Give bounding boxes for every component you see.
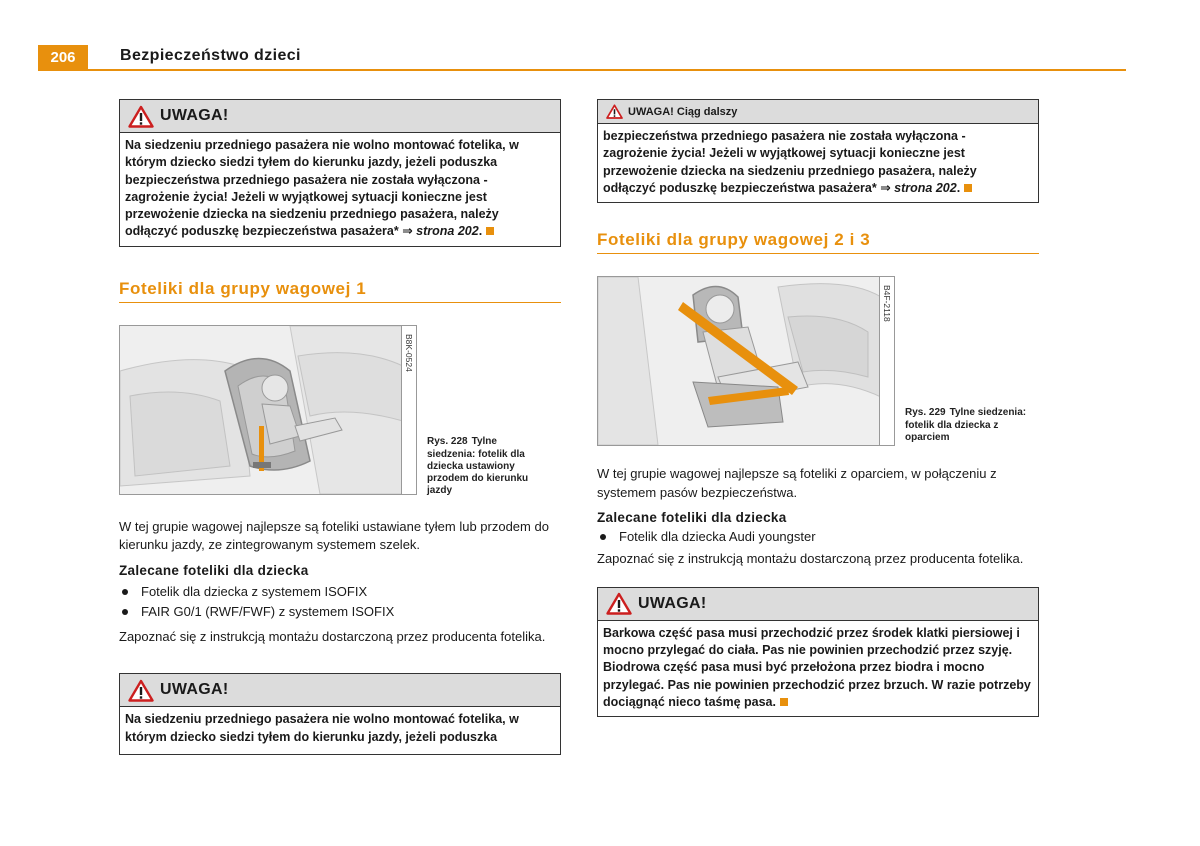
warning-title: UWAGA! [160, 681, 229, 699]
right-column [597, 99, 1039, 717]
list-item: FAIR G0/1 (RWF/FWF) z systemem ISOFIX [119, 602, 561, 622]
page-reference-link[interactable]: strona 202 [416, 224, 479, 239]
warning-title: UWAGA! [638, 594, 707, 612]
subheading: Zalecane foteliki dla dziecka [119, 562, 309, 578]
figure-228 [119, 325, 561, 495]
figure-caption [427, 436, 545, 497]
warning-box-continued [597, 99, 1039, 203]
left-column [119, 99, 561, 755]
warning-text-body: bezpieczeństwa przedniego pasażera nie została wyłączona - zagrożenie życia! Jeżeli w wyjątkowej sytuacji konieczne jest przewożenie dziecka na siedzeniu przedniego pasażera, należy odłączyć poduszkę bezpieczeństwa pasażera* ⇒ [603, 129, 977, 195]
warning-text [598, 621, 1038, 716]
booster-seat-illustration [597, 276, 895, 446]
bullet-list [597, 527, 1039, 547]
caption-text: Tylne siedzenia: fotelik dla dziecka z oparciem [905, 407, 1027, 443]
figure-caption [905, 407, 1027, 444]
warning-text-body: Na siedzeniu przedniego pasażera nie wolno montować fotelika, w którym dziecko siedzi tyłem do kierunku jazdy, jeżeli poduszka bezpieczeństwa przedniego pasażera nie została wyłączona - zagrożenie życia! Jeżeli w wyjątkowej sytuacji konieczne jest przewożenie dziecka na siedzeniu przedniego pasażera, należy odłączyć poduszkę bezpieczeństwa pasażera* ⇒ [125, 138, 519, 239]
figure-number: Rys. 229 [905, 407, 946, 419]
warning-box-bottom [119, 673, 561, 755]
instructions-paragraph: Zapoznać się z instrukcją montażu dostarczoną przez producenta fotelika. [597, 551, 1024, 567]
rear-seat-booster-image [598, 277, 881, 445]
caption-text: Tylne siedzenia: fotelik dla dziecka ustawiony przodem do kierunku jazdy [427, 436, 529, 497]
bullet-list [119, 582, 561, 622]
warning-text-body: Barkowa część pasa musi przechodzić przez środek klatki piersiowej i mocno przylegać do ciała. Pas nie powinien przechodzić przez szyję. Biodrowa część pasa musi być przełożona przez biodra i mocno przylegać. Pas nie powinien przechodzić przez brzuch. W razie potrzeby dociągnąć nieco taśmę pasa. [603, 625, 1031, 709]
end-marker-icon [964, 184, 972, 192]
warning-triangle-icon [606, 592, 632, 615]
warning-text: Na siedzeniu przedniego pasażera nie wolno montować fotelika, w którym dziecko siedzi tyłem do kierunku jazdy, jeżeli poduszka bezpieczeństwa przedniego pasażera nie została wyłączona - zagrożenie życia! Jeżeli w wyjątkowej sytuacji konieczne jest przewożenie dziecka na siedzeniu przedniego pasażera, należy odłączyć poduszkę bezpieczeństwa pasażera* ⇒ strona 202. [125, 138, 519, 239]
list-item: Fotelik dla dziecka z systemem ISOFIX [119, 582, 561, 602]
intro-paragraph: W tej grupie wagowej najlepsze są foteliki ustawiane tyłem lub przodem do kierunku jazdy, ze zintegrowanym systemem szelek. [119, 518, 549, 553]
warning-text: bezpieczeństwa przedniego pasażera nie została wyłączona - zagrożenie życia! Jeżeli w wyjątkowej sytuacji konieczne jest przewożenie dziecka na siedzeniu przedniego pasażera, należy odłączyć poduszkę bezpieczeństwa pasażera* ⇒ strona 202. [603, 129, 977, 195]
warning-triangle-icon [606, 104, 623, 119]
intro-paragraph: W tej grupie wagowej najlepsze są foteliki z oparciem, w połączeniu z systemem pasów bezpieczeństwa. [597, 466, 997, 500]
page-number: 206 [38, 45, 88, 69]
warning-title: UWAGA! Ciąg dalszy [628, 105, 738, 118]
section-heading: Foteliki dla grupy wagowej 2 i 3 [597, 230, 1039, 254]
list-item: Fotelik dla dziecka Audi youngster [597, 527, 1039, 547]
warning-triangle-icon [128, 105, 154, 128]
section-title: Bezpieczeństwo dzieci [120, 47, 301, 64]
figure-code: B8K-0524 [401, 326, 416, 494]
section-heading: Foteliki dla grupy wagowej 1 [119, 279, 561, 303]
warning-header [120, 100, 560, 133]
warning-box [119, 99, 561, 247]
warning-header [598, 588, 1038, 621]
page-header [38, 45, 1126, 71]
page-reference-link[interactable]: strona 202 [894, 180, 957, 195]
warning-box-bottom [597, 587, 1039, 717]
warning-text: Na siedzeniu przedniego pasażera nie wolno montować fotelika, w którym dziecko siedzi tyłem do kierunku jazdy, jeżeli poduszka [125, 712, 519, 744]
warning-header [598, 100, 1038, 124]
rear-seat-isofix-seat-image [120, 326, 403, 494]
figure-229 [597, 276, 1039, 446]
figure-code: B4F-2118 [879, 277, 894, 445]
warning-header [120, 674, 560, 707]
warning-title: UWAGA! [160, 107, 229, 124]
end-marker-icon [486, 227, 494, 235]
end-marker-icon [780, 698, 788, 706]
child-seat-forward-illustration [119, 325, 417, 495]
warning-triangle-icon [128, 679, 154, 702]
figure-number: Rys. 228 [427, 436, 468, 448]
instructions-paragraph: Zapoznać się z instrukcją montażu dostarczoną przez producenta fotelika. [119, 628, 546, 644]
subheading: Zalecane foteliki dla dziecka [597, 510, 787, 526]
